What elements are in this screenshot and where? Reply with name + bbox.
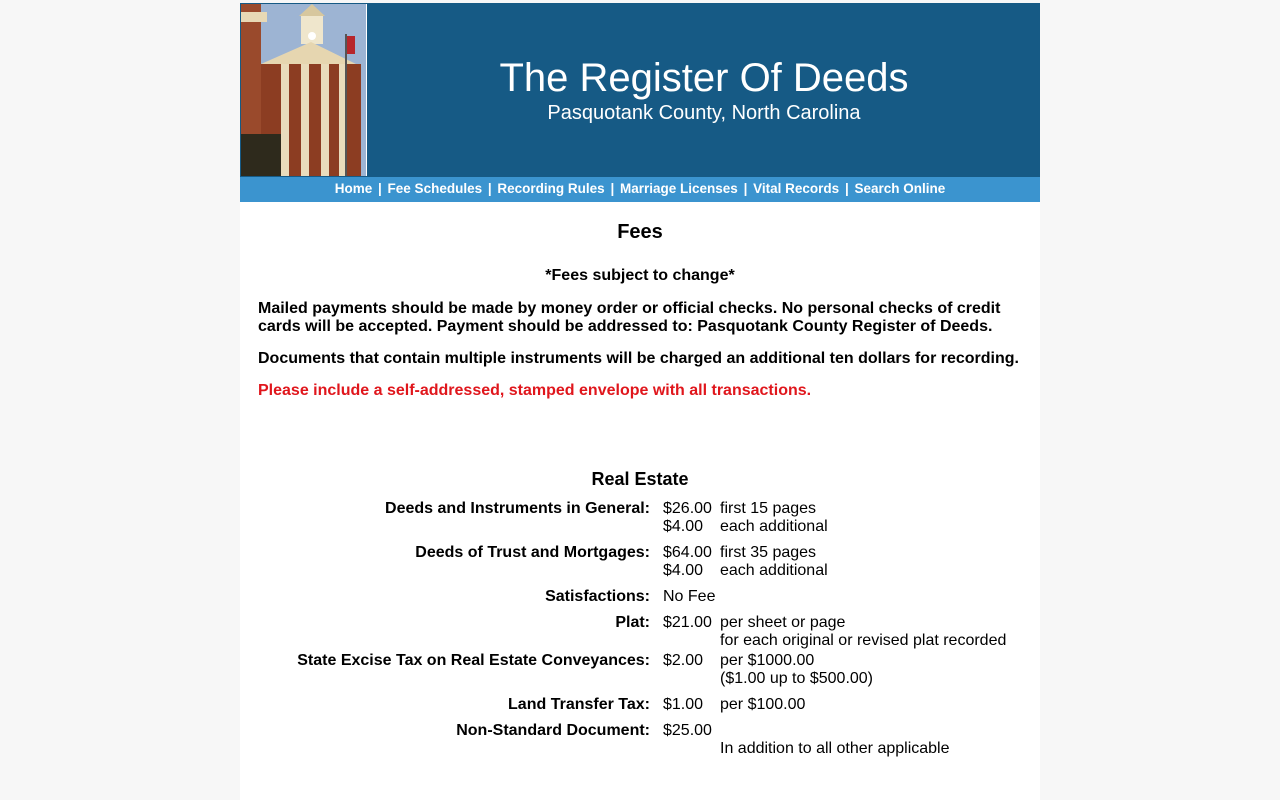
payment-paragraph: Mailed payments should be made by money order or official checks. No personal checks of credit cards will be accepted. Payment should be addressed to: Pasquotank County Register of Deeds. — [258, 300, 1001, 335]
nav-recording-rules[interactable]: Recording Rules — [497, 181, 605, 196]
fee-description: per sheet or page for each original or revised plat recorded — [720, 614, 1007, 649]
fee-label: Plat: — [615, 614, 650, 631]
main-nav — [240, 177, 1040, 202]
courthouse-image-icon — [241, 4, 367, 176]
nav-separator: | — [487, 181, 492, 196]
fee-amount: $2.00 — [663, 652, 704, 669]
nav-vital-records[interactable]: Vital Records — [753, 181, 840, 196]
header-banner — [240, 3, 1040, 177]
fees-notice: *Fees subject to change* — [545, 267, 735, 284]
fee-description: per $100.00 — [720, 696, 806, 713]
envelope-warning: Please include a self-addressed, stamped envelope with all transactions. — [258, 382, 812, 399]
fee-description: In addition to all other applicable — [720, 740, 950, 757]
fee-table — [258, 498, 1006, 764]
fee-label: Deeds and Instruments in General: — [385, 500, 650, 517]
nav-separator: | — [743, 181, 748, 196]
fee-label: Satisfactions: — [545, 588, 650, 605]
fee-label: Land Transfer Tax: — [508, 696, 650, 713]
page-title: Fees — [617, 221, 663, 243]
banner-title-area — [368, 3, 1040, 177]
site-title: The Register Of Deeds — [499, 56, 909, 100]
nav-marriage-licenses[interactable]: Marriage Licenses — [620, 181, 738, 196]
site-subtitle: Pasquotank County, North Carolina — [547, 102, 861, 124]
fee-description: first 35 pages each additional — [720, 544, 828, 579]
fee-amount: No Fee — [663, 588, 716, 605]
fee-label: Non-Standard Document: — [456, 722, 650, 739]
fee-description: per $1000.00 ($1.00 up to $500.00) — [720, 652, 874, 687]
fee-amount: $1.00 — [663, 696, 704, 713]
table-row — [258, 694, 1006, 720]
table-row — [258, 720, 1006, 764]
section-title-real-estate: Real Estate — [591, 469, 689, 489]
table-row — [258, 612, 1006, 650]
main-content — [240, 220, 1040, 764]
page-container — [240, 3, 1040, 800]
fee-amount: $26.00 $4.00 — [663, 500, 712, 535]
fee-amount: $64.00 $4.00 — [663, 544, 712, 579]
fee-description: first 15 pages each additional — [720, 500, 828, 535]
nav-home[interactable]: Home — [334, 181, 373, 196]
table-row — [258, 586, 1006, 612]
nav-search-online[interactable]: Search Online — [854, 181, 946, 196]
multiple-instruments-paragraph: Documents that contain multiple instruments will be charged an additional ten dollars for recording. — [258, 350, 1019, 367]
table-row — [258, 542, 1006, 586]
fee-amount: $25.00 — [663, 722, 712, 739]
fee-description — [720, 586, 1006, 612]
nav-separator: | — [844, 181, 849, 196]
table-row — [258, 650, 1006, 694]
table-row — [258, 498, 1006, 542]
fee-label: Deeds of Trust and Mortgages: — [415, 544, 650, 561]
nav-fee-schedules[interactable]: Fee Schedules — [387, 181, 483, 196]
fee-label: State Excise Tax on Real Estate Conveyances: — [297, 652, 650, 669]
nav-separator: | — [378, 181, 382, 196]
courthouse-photo — [241, 4, 367, 176]
nav-separator: | — [610, 181, 615, 196]
fee-amount: $21.00 — [663, 614, 712, 631]
